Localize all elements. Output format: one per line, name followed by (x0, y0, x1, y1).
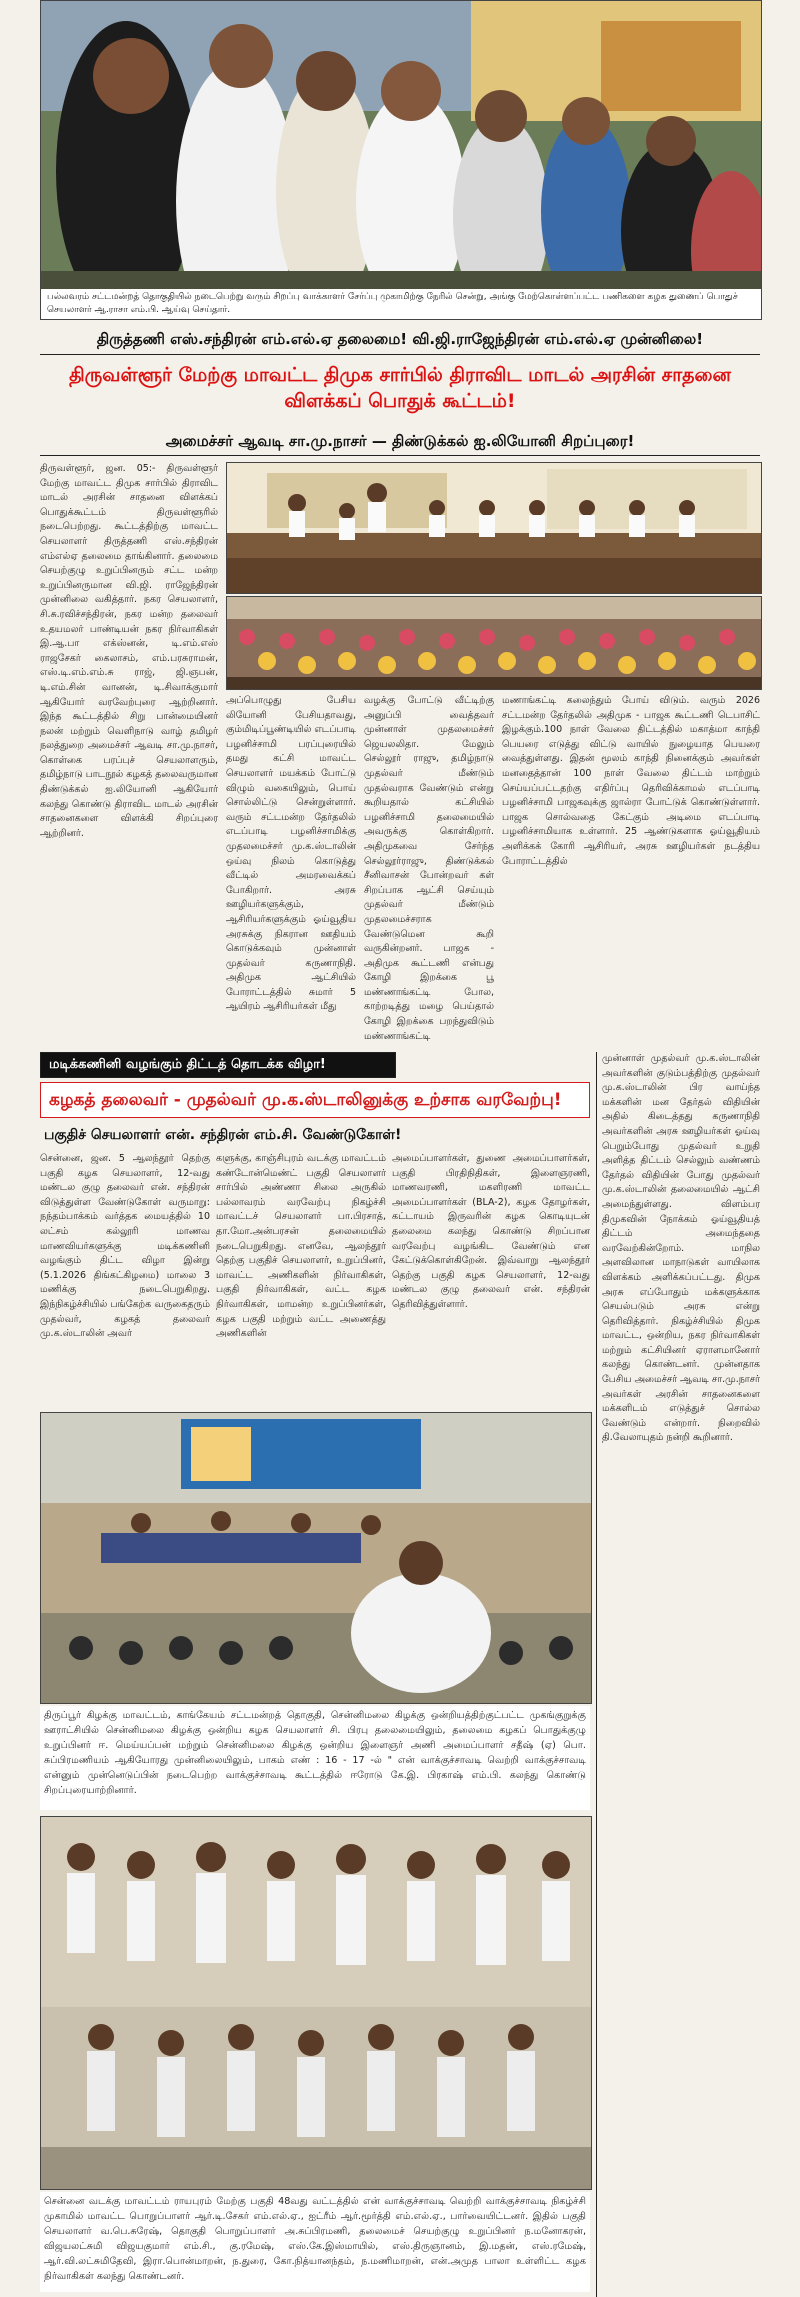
story1-column-2: அப்பொழுது பேசிய லியோனி பேசியதாவது, கும்மிடிப்பூண்டியில் எடப்பாடி பழனிச்சாமி பரப்புரையில் தமது கட்சி மாவட்ட செயலாளர் மயக்கம் போட்டு விழும் வகையிலும், பொய் சொல்லிட்டு சென்றுள்ளார். வரும் சட்டமன்ற தேர்தலில் எடப்பாடி பழனிச்சாமிக்கு முதலமைச்சர் மு.க.ஸ்டாலின் ஒய்வு நிலம் கொடுத்து வீட்டில் அமரவைக்கப் போகிறார். அரசு ஊழியர்களுக்கும், ஆசிரியர்களுக்கும் ஓய்வூதிய அரசுக்கு நிகரான ஊதியம் கொடுக்கவும் முன்னாள் முதல்வர் கருணாநிதி. அதிமுக ஆட்சியில் போராட்டத்தில் சுமார் 5 ஆயிரம் ஆசிரியர்கள் மீது (226, 695, 356, 1013)
polling-photo-caption: சென்னை வடக்கு மாவட்டம் ராயபுரம் மேற்கு பகுதி 48வது வட்டத்தில் என் வாக்குச்சாவடி வெற்றி வாக்குச்சாவடி நிகழ்ச்சி முகாமில் மாவட்ட பொறுப்பாளர் ஆர்.டி.சேகர் எம்.எல்.ஏ., ஐட்ரீம் ஆர்.மூர்த்தி எம்.எல்.ஏ., பார்வையிட்டனர். இதில் பகுதி செயலாளர் வ.பெ.சுரேஷ், தொகுதி பொறுப்பாளர் அ.சுப்பிரமணி, தலைமைச் செயற்குழு உறுப்பினர் ந.மனோகரன், விஜயலட்சுமி விஜயகுமார் எம்.சி., கு.ரமேஷ், எஸ்.கே.இஸ்மாயில், எஸ்.திருஞானம், இ.மதன், எஸ்.ரமேஷ், ஆர்.வி.லட்சுமிதேவி, இரா.பொன்மாறன், ந.துரை, கோ.நித்யானந்தம், ந.மணிமாறன், என்.அமுத பாலா உள்ளிட்ட கழக நிர்வாகிகள் கலந்து கொண்டனர். (40, 2192, 590, 2292)
section2-kicker-text: மடிக்கணினி வழங்கும் திட்டத் தொடக்க விழா! (49, 1057, 326, 1072)
polling-photo-scene (41, 1817, 591, 2189)
top-photo-caption: பல்லவரம் சட்டமன்றத் தொகுதியில் நடைபெற்று வரும் சிறப்பு வாக்காளர் சேர்ப்பு முகாமிற்கு நேரில் சென்று, அங்கு மேற்கொள்ளப்பட்ட பணிகளை கழக துணைப் பொதுச் செயலாளர் ஆ.ராசா எம்.பி. ஆய்வு செய்தார். (41, 289, 761, 319)
story2-column-3: அமைப்பாளர்கள், துணை அமைப்பாளர்கள், பகுதி பிரதிநிதிகள், இளைஞரணி, மாணவரணி, மகளிரணி மாவட்ட அமைப்பாளர்கள் (BLA-2), கழக தோழர்கள், கட்டாயம் இருவரின் கழக கொடியுடன் தலைமை கலந்து கொண்டு சிறப்பான வரவேற்பு வழங்கிட வேண்டும் என கேட்டுக்கொள்கிறேன். இவ்வாறு ஆலந்தூர் தெற்கு பகுதி கழக செயலாளர், 12-வது மண்டல குழு தலைவர் என். சந்திரன் தெரிவித்துள்ளார். (392, 1153, 590, 1310)
top-photo-scene (41, 1, 761, 319)
headline-1: திருத்தணி எஸ்.சந்திரன் எம்.எல்.ஏ தலைமை! வி.ஜி.ராஜேந்திரன் எம்.எல்.ஏ முன்னிலை! (96, 330, 704, 348)
meeting-photo-caption: திருப்பூர் கிழக்கு மாவட்டம், காங்கேயம் சட்டமன்றத் தொகுதி, சென்னிமலை கிழக்கு ஒன்றியத்திற்குட்பட்ட முகங்குறுக்கு ஊராட்சியில் சென்னிமலை கிழக்கு ஒன்றிய கழக செயலாளர் சி. பிரபு தலைமையிலும், தலைமை கழகப் பொதுக்குழு உறுப்பினர் ஈ. மெய்யப்பன் மற்றும் சென்னிமலை கிழக்கு ஒன்றிய இளைஞர் அணி அமைப்பாளர் சதீஷ் (ஏ) பொ. சுப்பிரமணியம் ஆகியோரது முன்னிலையிலும், பாகம் எண் : 16 - 17 -ல் " என் வாக்குச்சாவடி வெற்றி வாக்குச்சாவடி என்னும் முன்னெடுப்பின் நடைபெற்ற வாக்குச்சாவடி கூட்டத்தில் ஈரோடு கே.இ. பிரகாஷ் எம்.பி. கலந்து கொண்டு சிறப்புரையாற்றினார். (40, 1706, 590, 1810)
section2-headline-box (40, 1082, 590, 1118)
column-divider (596, 1052, 597, 2297)
section2-subhead: பகுதிச் செயலாளர் என். சந்திரன் எம்.சி. வேண்டுகோள்! (44, 1127, 402, 1143)
top-photo (40, 0, 762, 320)
crowd-photo (226, 596, 762, 690)
stage-photo (226, 462, 762, 594)
story2-column-1: சென்னை, ஜன. 5 ஆலந்தூர் தெற்கு பகுதி கழக செயலாளர், 12-வது மண்டல குழு தலைவர் என். சந்திரன் விடுத்துள்ள வேண்டுகோள் வருமாறு: நந்தம்பாக்கம் வர்த்தக மையத்தில் 10 லட்சம் கல்லூரி மாணவ மாணவியர்களுக்கு மடிக்கணினி வழங்கும் திட்ட விழா இன்று (5.1.2026 திங்கட்கிழமை) மாலை 3 மணிக்கு நடைபெறுகிறது. இந்நிகழ்ச்சியில் பங்கேற்க வருகைதரும் முதல்வர், கழகத் தலைவர் மு.க.ஸ்டாலின் அவர் (40, 1153, 210, 1340)
divider (40, 455, 760, 456)
story2-column-4: முன்னாள் முதல்வர் மு.க.ஸ்டாலின் அவர்களின் குடும்பத்திற்கு முதல்வர் மு.க.ஸ்டாலின் பிர வாய்ந்த மக்களின் மன தேர்தல் விதியின் அதில் கிடைத்தது கருணாநிதி அவர்களின் அரசு ஊழியர்கள் ஓய்வு பெறும்போது முதல்வர் உறுதி அளித்த திட்டம் செல்லும் வண்ணம் தேர்தல் விதியின் போது முதல்வர் மு.க.ஸ்டாலின் தலைமையில் ஆட்சி அமைந்துள்ளது. விளம்பர திமுகவின் நோக்கம் ஓய்வூதியத் திட்டம் அமைந்ததை வரவேற்கின்றோம். மாநில அளவிலான மாநாடுகள் வாயிலாக விளக்கம் அளிக்கப்பட்டது. திமுக அரசு எப்போதும் மக்களுக்காக செயல்படும் அரசு என்று தெரிவித்தார். நிகழ்ச்சியில் திமுக மாவட்ட, ஒன்றிய, நகர நிர்வாகிகள் மற்றும் கட்சியினர் ஏராளமானோர் கலந்து கொண்டனர். முன்னதாக பேசிய அமைச்சர் ஆவடி சா.மு.நாசர் அவர்கள் அரசின் சாதனைகளை மக்களிடம் எடுத்துச் சொல்ல வேண்டும் என்றார். நிறைவில் தி.வேலாயுதம் நன்றி கூறினார். (602, 1053, 760, 1444)
meeting-photo (40, 1412, 592, 1704)
story1-column-3: வழக்கு போட்டு வீட்டிற்கு அனுப்பி வைத்தவர் முன்னாள் முதலமைச்சர் ஜெயலலிதா. மேலும் செல்லூர் ராஜு, தமிழ்நாடு முதல்வர் மீண்டும் முதல்வராக வேண்டும் என்று கூறியதால் கட்சியில் பழனிச்சாமி தலைமையில் அவருக்கு கொள்கிறார். அதிமுகவை சேர்ந்த செல்லூர்ராஜு, திண்டுக்கல் சீனிவாசன் போன்றவர் கள் சிறப்பாக ஆட்சி செய்யும் முதல்வர் மீண்டும் முதலமைச்சராக வேண்டுமென கூறி வருகின்றனர். பாஜக - அதிமுக கூட்டணி என்பது கோழி இறக்கை பூ மண்ணாங்கட்டி போல, காற்றடித்து மழை பெய்தால் கோழி இறக்கை பறந்துவிடும் மண்ணாங்கட்டி (364, 695, 494, 1042)
crowd-photo-scene (227, 597, 761, 689)
divider (40, 354, 760, 355)
stage-photo-scene (227, 463, 761, 593)
story1-column-4: மணாங்கட்டி கலைந்தும் போய் விடும். வரும் 2026 சட்டமன்ற தேர்தலில் அதிமுக - பாஜக கூட்டணி டெபாசிட் இழக்கும்.100 நாள் வேலை திட்டத்தில் மகாத்மா காந்தி பெயரை எடுத்து விட்டு வாயில் நுழையாத பெயரை வைத்துள்ளது. இதன் மூலம் காந்தி நினைக்கும் அவர்கள் மனதைத்தான் 100 நாள் வேலை திட்டம் மாற்றும் செய்யப்பட்டதற்கு எதிர்ப்பு தெரிவிக்காமல் எடப்பாடி பழனிச்சாமி பாஜகவுக்கு ஜால்ரா போட்டுக் கொண்டுள்ளார். பாஜக சொல்வதை கேட்கும் அடிமை எடப்பாடி பழனிச்சாமியாக உள்ளார். 25 ஆண்டுகளாக ஓய்வூதியம் அளிக்கக் கோரி ஆசிரியர், அரசு ஊழியர்கள் நடத்திய போராட்டத்தில் (502, 695, 760, 867)
section2-headline: கழகத் தலைவர் - முதல்வர் மு.க.ஸ்டாலினுக்கு உற்சாக வரவேற்பு! (49, 1090, 562, 1110)
polling-photo (40, 1816, 592, 2190)
headline-3: அமைச்சர் ஆவடி சா.மு.நாசர் — திண்டுக்கல் ஐ.லியோனி சிறப்புரை! (165, 432, 635, 450)
headline-2: திருவள்ளூர் மேற்கு மாவட்ட திமுக சார்பில் திராவிட மாடல் அரசின் சாதனை விளக்கப் பொதுக் கூட்டம்! (69, 364, 731, 412)
story2-column-2: களுக்கு, காஞ்சிபுரம் வடக்கு மாவட்டம் கண்டோன்மெண்ட் பகுதி செயலாளர் சார்பில் அண்ணா சிலை அருகில் பல்லாவரம் வரவேற்பு நிகழ்ச்சி மாவட்டச் செயலாளர் பா.பிரசாத், தா.மோ.அன்பரசன் தலைமையில் நடைபெறுகிறது. எனவே, ஆலந்தூர் தெற்கு பகுதிச் செயலாளர், உறுப்பினர், மாவட்ட அணிகளின் நிர்வாகிகள், பகுதி நிர்வாகிகள், வட்ட கழக நிர்வாகிகள், மாமன்ற உறுப்பினர்கள், கழக பகுதி மற்றும் வட்ட அணைத்து அணிகளின் (216, 1153, 386, 1340)
section2-kicker (40, 1052, 396, 1078)
meeting-photo-scene (41, 1413, 591, 1703)
story1-column-1: திருவள்ளூர், ஜன. 05:- திருவள்ளூர் மேற்கு மாவட்ட திமுக சார்பில் திராவிட மாடல் அரசின் சாதனை விளக்கப் பொதுக்கூட்டம் திருவள்ளூரில் நடைபெற்றது. கூட்டத்திற்கு மாவட்ட செயலாளர் திருத்தணி எஸ்.சந்திரன் எம்எல்ஏ தலைமை தாங்கினார். தலைமை செயற்குழு உறுப்பினரும் சட்ட மன்ற உறுப்பினருமான வி.ஜி. ராஜேந்திரன் முன்னிலை வகித்தார். நகர செயலாளர், சி.சு.ரவிச்சந்திரன், நகர மன்ற தலைவர் உதயமலர் பாண்டியன் நகர நிர்வாகிகள் இ.ஆ.பா எக்ஸ்னன், டி.எம்.எஸ் ராஜசேகர் கைலாசம், எம்.பரசுராமன், எஸ்.டி.எம்.எம்.சு ராஜ், ஜி.ஞபன், டி.எம்.சின் வானன், டி.சிவாக்குமார் ஆகியோர் வரவேற்புரை ஆற்றினார். இந்த கூட்டத்தில் சிறு பான்மையினர் நலன் மற்றும் வெளிநாடு வாழ் தமிழர் நலத்துறை அமைச்சர் ஆவடி சா.மு.நாசர், கொள்கை பரப்புச் செயலாளரும், தமிழ்நாடு பாடநூல் கழகத் தலைவருமான திண்டுக்கல் ஐ.லியோனி ஆகியோர் கலந்து கொண்டு திராவிட மாடல் அரசின் சாதனைகளை விளக்கி சிறப்புரை ஆற்றினர். (40, 463, 218, 839)
